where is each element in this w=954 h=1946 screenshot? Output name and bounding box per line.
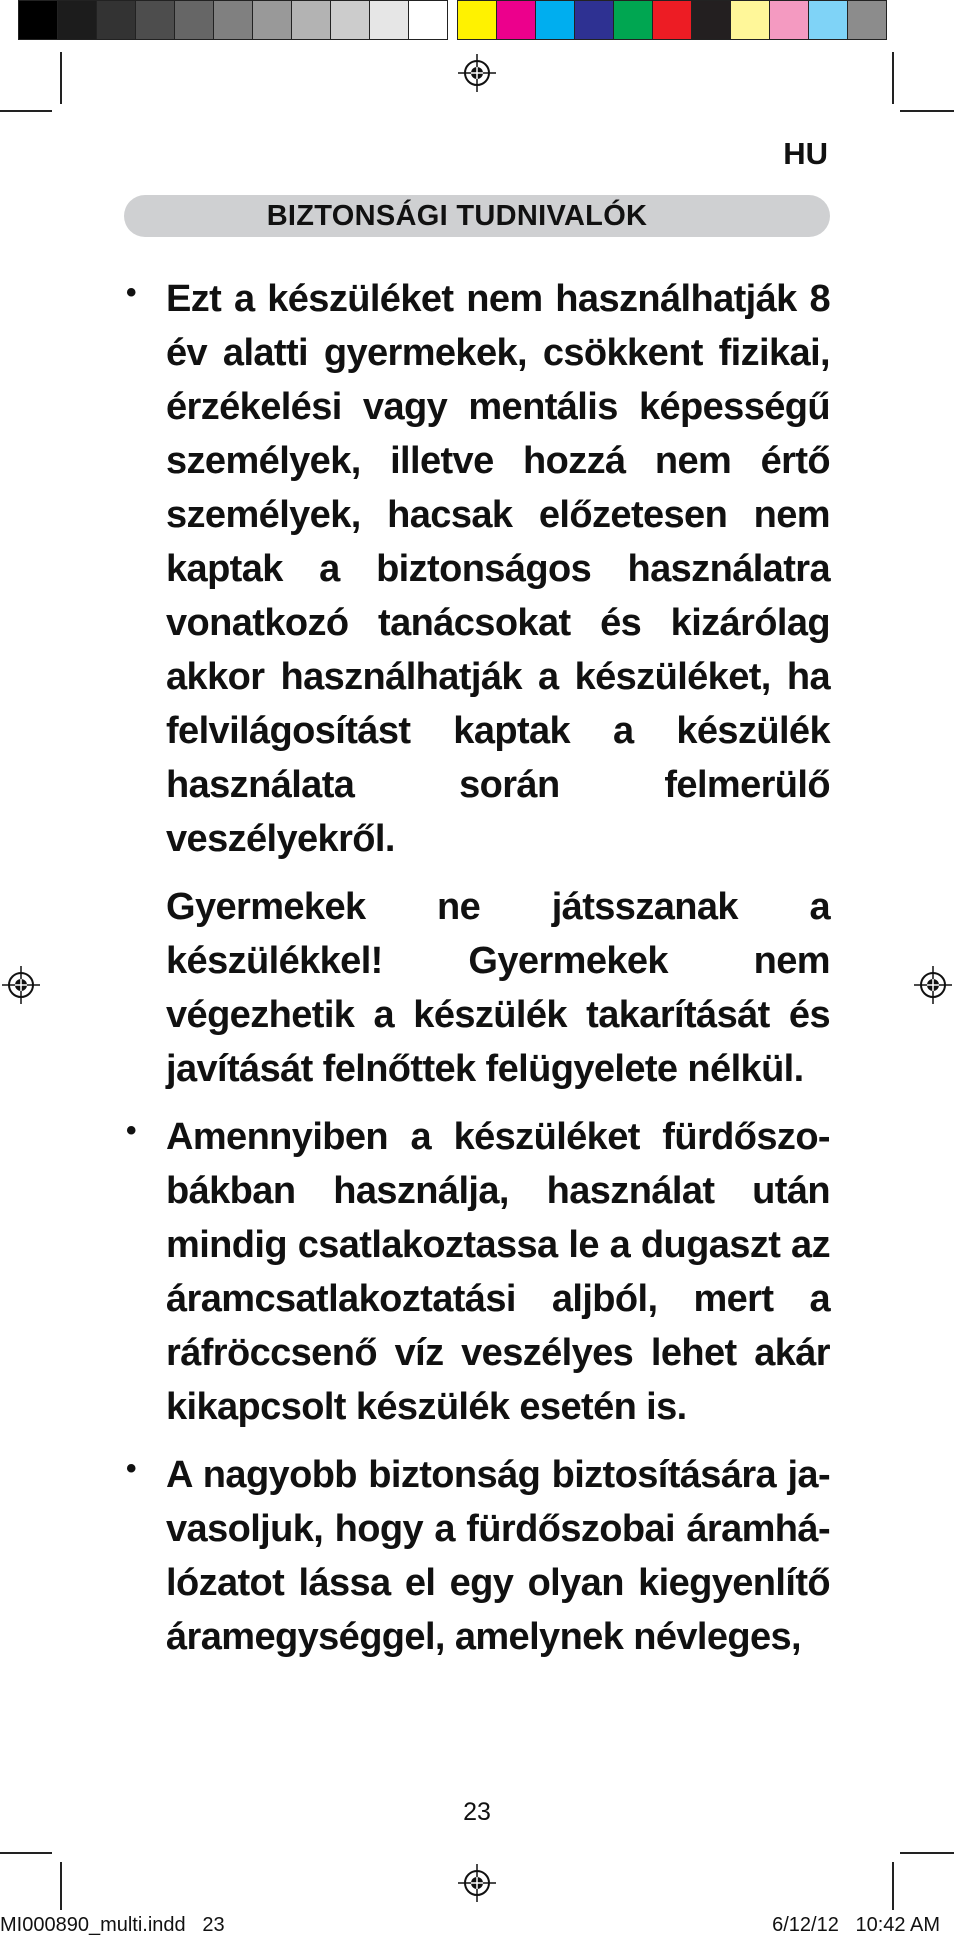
crop-mark-bottom-right-h [900, 1852, 954, 1854]
paragraph: Ezt a készüléket nem használhatják 8 év alatti gyermekek, csökkent fizikai, érzékelési vagy mentális képességű személyek, illetve hozzá nem értő személyek, hacsak előzetesen nem kaptak a biztonságos használatra vonatkozó tanácsokat és kizárólag akkor használhatják a készüléket, ha felvilágosítást kaptak a készülék használata során felmerülő veszélyekről. [166, 278, 830, 860]
color-swatch [213, 0, 253, 40]
color-swatch [291, 0, 331, 40]
color-swatch [252, 0, 292, 40]
color-swatch [96, 0, 136, 40]
color-swatch [769, 0, 809, 40]
list-item-continuation [124, 880, 830, 1096]
page-number: 23 [463, 1798, 491, 1826]
crop-mark-bottom-left-v [60, 1862, 62, 1910]
crop-mark-top-right-h [900, 110, 954, 112]
color-swatch [408, 0, 448, 40]
registration-mark-icon [458, 54, 496, 92]
color-swatch [613, 0, 653, 40]
crop-mark-bottom-right-v [892, 1862, 894, 1910]
color-swatch [691, 0, 731, 40]
color-swatch [135, 0, 175, 40]
color-swatch [847, 0, 887, 40]
bullet: • [126, 1452, 137, 1485]
color-swatch [369, 0, 409, 40]
color-swatch [57, 0, 97, 40]
list-item [124, 1448, 830, 1664]
paragraph: Gyermekek ne játsszanak a készülékkel! Gyermekek nem végezhetik a készülék takarítását és javítását felnőttek felügyelete nélkül. [166, 886, 830, 1090]
bullet: • [126, 1114, 137, 1147]
color-swatch [535, 0, 575, 40]
section-title: BIZTONSÁGI TUDNIVALÓK [266, 199, 648, 232]
color-swatch [496, 0, 536, 40]
swatch-gap [447, 0, 457, 43]
crop-mark-top-left-h [0, 110, 52, 112]
paragraph: A nagyobb biztonság biztosítására ja-vasoljuk, hogy a fürdőszobai áramhá-lózatot lássa el egy olyan kiegyenlítő áramegységgel, amelynek névleges, [166, 1454, 830, 1658]
section-header-bar [124, 195, 830, 237]
print-timestamp: 6/12/12 10:42 AM [772, 1914, 940, 1936]
registration-mark-icon [2, 966, 40, 1004]
color-calibration-bar [18, 0, 886, 43]
bullet: • [126, 276, 137, 309]
color-swatch [457, 0, 497, 40]
list-item [124, 272, 830, 866]
color-swatch [574, 0, 614, 40]
color-swatch [730, 0, 770, 40]
crop-mark-bottom-left-h [0, 1852, 52, 1854]
list-item [124, 1110, 830, 1434]
color-swatch [808, 0, 848, 40]
crop-mark-top-left-v [60, 52, 62, 104]
safety-instructions [124, 272, 830, 1678]
language-code: HU [783, 136, 828, 171]
registration-mark-icon [458, 1864, 496, 1902]
registration-mark-icon [914, 966, 952, 1004]
color-swatch [174, 0, 214, 40]
paragraph: Amennyiben a készüléket fürdőszo-bákban használja, használat után mindig csatlakoztassa le a dugaszt az áramcsatlakoztatási aljból, mert a ráfröccsenő víz veszélyes lehet akár kikapcsolt készülék esetén is. [166, 1116, 830, 1428]
file-info: MI000890_multi.indd 23 [0, 1914, 225, 1936]
color-swatch [330, 0, 370, 40]
color-swatch [652, 0, 692, 40]
color-swatch [18, 0, 58, 40]
crop-mark-top-right-v [892, 52, 894, 104]
